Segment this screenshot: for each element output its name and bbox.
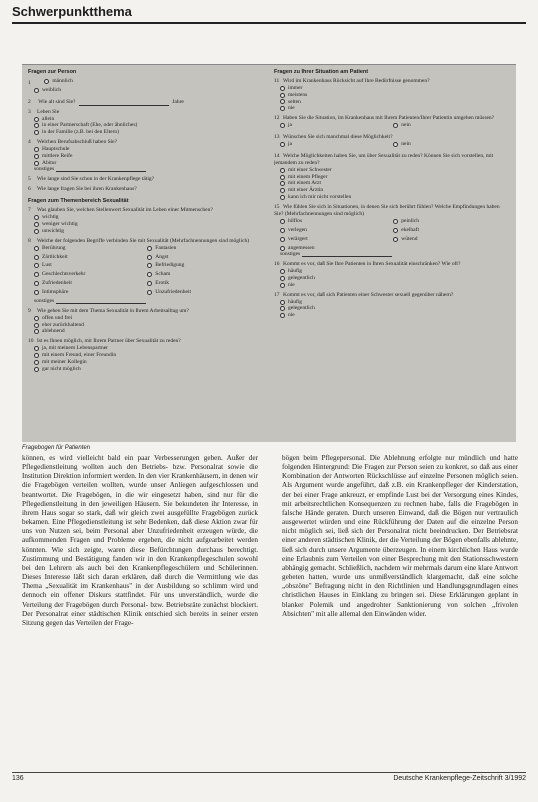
- question-prompt: Wie alt sind Sie?: [38, 98, 76, 105]
- question-prompt: Welche der folgenden Begriffe verbinden Sie mit Sexualität (Mehrfachnennungen sind möglich): [37, 237, 250, 244]
- option: [387, 236, 500, 243]
- option: [274, 275, 510, 282]
- option: [28, 167, 264, 174]
- radio-icon: [34, 161, 39, 166]
- title-rule: [12, 22, 526, 24]
- radio-icon: [280, 269, 285, 274]
- radio-icon: [34, 117, 39, 122]
- radio-icon: [34, 353, 39, 358]
- section-title-person: Fragen zur Person: [28, 69, 77, 75]
- option-label: wichtig: [42, 214, 59, 221]
- questionnaire-figure: [22, 64, 516, 442]
- option-label: häufig: [288, 298, 303, 305]
- option-label: ja, mit meinem Lebenspartner: [42, 345, 108, 352]
- option: [28, 280, 141, 287]
- question-number: 13: [274, 134, 280, 141]
- option-label: nie: [288, 312, 295, 319]
- radio-icon: [147, 290, 152, 295]
- option: [28, 271, 141, 278]
- radio-icon: [280, 168, 285, 173]
- option: [274, 105, 510, 112]
- option-label: in einer Partnerschaft (Ehe, oder ähnliches): [42, 122, 138, 129]
- option: [274, 236, 387, 243]
- question-prompt: Wie lange fragen Sie bei ihren Krankenhaus?: [37, 186, 137, 193]
- option-label: peinlich: [401, 217, 419, 224]
- question-number: 15: [274, 203, 280, 210]
- option-label: nein: [401, 140, 411, 147]
- radio-icon: [280, 306, 285, 311]
- question-prompt: Ist es Ihnen möglich, mit Ihrem Partner über Sexualität zu reden?: [37, 338, 181, 345]
- option-label: selten: [288, 98, 301, 105]
- question-prompt: Welche Möglichkeiten haben Sie, um über Sexualität zu reden? Können Sie sich vorstellen, mit jemandem zu reden?: [274, 152, 494, 166]
- radio-icon: [280, 246, 285, 251]
- radio-icon: [280, 142, 285, 147]
- page-title: Schwerpunktthema: [12, 4, 132, 19]
- radio-icon: [34, 316, 39, 321]
- radio-icon: [280, 99, 285, 104]
- option: [28, 87, 141, 94]
- option-label: meistens: [288, 91, 308, 98]
- option-label: weniger wichtig: [42, 221, 78, 228]
- radio-icon: [393, 142, 398, 147]
- radio-icon: [280, 181, 285, 186]
- option: [28, 153, 264, 160]
- radio-icon: [147, 255, 152, 260]
- option-label: häufig: [288, 268, 303, 275]
- radio-icon: [147, 272, 152, 277]
- question-prompt: Kommt es vor, daß Sie Ihre Patienten in Ihren Sexualität einschränken? Wie oft?: [283, 261, 461, 268]
- option-label: Erotik: [155, 280, 170, 287]
- option: [387, 218, 500, 225]
- radio-icon: [280, 228, 285, 233]
- radio-icon: [280, 276, 285, 281]
- option-label: eher zurückhaltend: [42, 321, 84, 328]
- option: [141, 289, 254, 296]
- question-prompt: Wie fühlen Sie sich in Situationen, in denen Sie sich berührt fühlen? Welche Empfindungen haben Sie? (Mehrfachnennungen sind möglich): [274, 203, 500, 217]
- option: [274, 227, 387, 234]
- question-number: 9: [28, 307, 31, 314]
- radio-icon: [34, 281, 39, 286]
- question-number: 8: [28, 237, 31, 244]
- question-prompt: Wie gehen Sie mit dem Thema Sexualität in Ihrem Arbeitsalltag um?: [37, 307, 189, 314]
- radio-icon: [280, 86, 285, 91]
- option-label: Berührung: [42, 244, 66, 251]
- section-title-sexuality: Fragen zum Themenbereich Sexualität: [28, 198, 129, 205]
- footer-rule: [12, 772, 526, 773]
- option: [141, 254, 254, 261]
- option-label: mit meiner Kollegin: [42, 358, 87, 365]
- option-label: allein: [42, 115, 55, 122]
- option-label: unwichtig: [42, 227, 64, 234]
- question-14: [274, 153, 510, 201]
- option: [38, 78, 151, 85]
- question-number: 10: [28, 338, 34, 345]
- radio-icon: [280, 93, 285, 98]
- option: [28, 289, 141, 296]
- option-label: Geschlechtsverkehr: [42, 271, 86, 278]
- question-17: [274, 292, 510, 319]
- option-label: nie: [288, 105, 295, 112]
- radio-icon: [34, 147, 39, 152]
- option-label: verlegen: [288, 226, 307, 233]
- radio-icon: [34, 229, 39, 234]
- option: [387, 141, 500, 148]
- option: [274, 92, 510, 99]
- question-prompt: Kommt es vor, daß sich Patienten einer Schwester sexuell gegenüber nähern?: [283, 291, 454, 298]
- body-paragraph: bögen beim Pflegepersonal. Die Ablehnung erfolgte nur mündlich und hatte folgenden Hintergrund: Die Fragen zur Person seien zu konkret, so daß aus einer Kombination der Antworten Rückschlüsse auf einzelne Personen möglich seien. Als Argument wurde angeführt, daß z.B. ein Krankenpfleger der Kinderstation, der bei einer Frage ankreuzt, er empfinde Lust bei der Versorgung eines Kindes, mit arbeitsrechtlichen Konsequenzen zu rechnen habe, falls die Fragebögen in falsche Hände geraten. Durch unseren Einwand, daß die Bögen nur vertraulich ausgewertet würden und eine Rückführung der Daten auf die einzelne Person nicht möglich sei, ließ sich der Personalrat nicht beeindrucken. Der Betriebsrat einer anderen städtischen Klinik, der die Verteilung der Bögen ebenfalls ablehnte, ließ sich durch unsere Argumente überzeugen. In einem kirchlichen Haus wurde eine Erlaubnis zum Verteilen von einer Besprechung mit den Stationsschwestern abhängig gemacht. Schließlich, nachdem wir mehrmals darum eine klare Antwort gebeten hatten, wurde uns unmißverständlich klargemacht, daß eine solche „obszöne" Befragung nicht in den Richtlinien und Handlungsgrundlagen eines christlichen Hauses in Einklang zu bringen sei. Diese Erklärungen geplant in blanker Polemik und angedrohter Sanktionierung von solchen „frivolen Absichten" mit alle allemal den Einwänden wider.: [282, 454, 518, 618]
- option: [28, 129, 264, 136]
- option: [274, 218, 387, 225]
- radio-icon: [393, 219, 398, 224]
- question-suffix: Jahre: [172, 98, 184, 105]
- question-6: [28, 186, 264, 193]
- option-label: ekelhaft: [401, 226, 419, 233]
- option: [28, 228, 264, 235]
- radio-icon: [34, 263, 39, 268]
- option-label: weiblich: [42, 86, 61, 93]
- radio-icon: [34, 255, 39, 260]
- option-label: kann ich mir nicht vorstellen: [288, 194, 352, 201]
- question-5: [28, 176, 264, 183]
- question-prompt: Wie lange sind Sie schon in der Krankenpflege tätig?: [37, 176, 155, 183]
- radio-icon: [280, 283, 285, 288]
- question-prompt: Haben Sie die Situation, im Krankenhaus mit Ihrem Patienten/Ihrer Patientin umgehen müssen?: [283, 115, 495, 122]
- option-label: gelegentlich: [288, 274, 315, 281]
- option: [141, 263, 254, 270]
- radio-icon: [34, 367, 39, 372]
- radio-icon: [147, 281, 152, 286]
- question-3: [28, 109, 264, 136]
- option-label: sonstiges: [34, 298, 55, 304]
- option-label: gelegentlich: [288, 305, 315, 312]
- option-label: in der Familie (z.B. bei den Eltern): [42, 129, 119, 136]
- option-label: hilflos: [288, 217, 303, 224]
- radio-icon: [147, 263, 152, 268]
- question-number: 6: [28, 186, 31, 193]
- question-prompt: Wünschen Sie sich manchmal diese Möglichkeit?: [283, 134, 393, 141]
- option-label: sonstiges: [280, 251, 301, 258]
- question-11: [274, 78, 510, 112]
- option-other: [28, 298, 264, 305]
- radio-icon: [34, 88, 39, 93]
- option: [274, 85, 510, 92]
- question-prompt: Wird im Krankenhaus Rücksicht auf Ihre Bedürfnisse genommen?: [283, 78, 430, 84]
- radio-icon: [393, 123, 398, 128]
- questionnaire-right-column: [274, 69, 510, 437]
- option: [28, 160, 264, 167]
- option-label: ja: [288, 140, 292, 147]
- radio-icon: [34, 154, 39, 159]
- question-number: 14: [274, 152, 280, 159]
- option-label: nein: [401, 122, 411, 129]
- option: [387, 227, 500, 234]
- radio-icon: [34, 290, 39, 295]
- radio-icon: [34, 329, 39, 334]
- option: [141, 245, 254, 252]
- question-number: 2: [28, 98, 31, 105]
- question-15: [274, 204, 510, 258]
- questionnaire-left-column: [28, 69, 264, 437]
- option-label: Intimsphäre: [42, 289, 69, 296]
- question-10: [28, 338, 264, 372]
- figure-caption: Fragebogen für Patienten: [22, 445, 91, 451]
- radio-icon: [34, 215, 39, 220]
- question-number: 3: [28, 108, 31, 115]
- radio-icon: [280, 313, 285, 318]
- question-prompt: Was glauben Sie, welchen Stellenwert Sexualität im Leben einer Mitmenschen?: [37, 207, 213, 214]
- radio-icon: [34, 346, 39, 351]
- question-13: [274, 134, 510, 150]
- option-label: offen und frei: [42, 314, 73, 321]
- radio-icon: [34, 123, 39, 128]
- option-label: Hauptschule: [42, 146, 70, 153]
- question-number: 5: [28, 176, 31, 183]
- question-8: [28, 238, 264, 305]
- body-column-right: [282, 454, 518, 619]
- option: [141, 271, 254, 278]
- option: [28, 245, 141, 252]
- option: [274, 312, 510, 319]
- question-9: [28, 308, 264, 335]
- radio-icon: [280, 219, 285, 224]
- option: [28, 366, 264, 373]
- radio-icon: [44, 79, 49, 84]
- question-1: [28, 78, 264, 96]
- question-2: [28, 99, 264, 106]
- question-4: [28, 139, 264, 173]
- radio-icon: [34, 323, 39, 328]
- option-label: Fantasien: [155, 244, 177, 251]
- option: [28, 328, 264, 335]
- option-label: Lust: [42, 262, 52, 269]
- option-label: Abitur: [42, 159, 57, 166]
- question-12: [274, 115, 510, 131]
- option: [274, 305, 510, 312]
- page-number: 136: [12, 775, 24, 782]
- option-label: verärgert: [288, 235, 308, 242]
- radio-icon: [34, 130, 39, 135]
- option-label: mittlere Reife: [42, 152, 73, 159]
- radio-icon: [34, 246, 39, 251]
- option-label: mit einer Schwester: [288, 166, 332, 173]
- option-label: angemessen: [288, 244, 315, 251]
- answer-line: [56, 167, 146, 172]
- option-label: männlich: [52, 77, 73, 84]
- answer-line: [302, 252, 392, 257]
- option: [274, 99, 510, 106]
- option-label: Scham: [155, 271, 171, 278]
- option-label: ja: [288, 122, 292, 129]
- answer-line: [56, 299, 146, 304]
- radio-icon: [34, 360, 39, 365]
- option: [274, 122, 387, 129]
- question-7: [28, 207, 264, 234]
- radio-icon: [280, 123, 285, 128]
- journal-reference: Deutsche Krankenpflege-Zeitschrift 3/1992: [393, 775, 526, 782]
- option-label: Befriedigung: [155, 262, 185, 269]
- option: [28, 263, 141, 270]
- option-label: mit einem Arzt: [288, 180, 321, 187]
- option: [387, 122, 500, 129]
- option: [141, 280, 254, 287]
- question-number: 1: [28, 79, 31, 86]
- option: [274, 245, 510, 252]
- radio-icon: [147, 246, 152, 251]
- option-label: gar nicht möglich: [42, 365, 81, 372]
- body-paragraph: können, es wird vielleicht bald ein paar Verbesserungen geben. Außer der Pflegedienstleitung wollten auch den Betriebs- bzw. Personalrat sowie die Institution Direktion informiert werden. In den vier Krankenhäusern, in denen wir die Fragebögen verteilen wollten, wurde unser Anliegen aufgeschlossen und beantwortet. Die Fragebögen, in die wir eingesetzt haben, sind nur für die Pflegedienstleitung in den jeweiligen Häusern. Sie bekundeten ihr Interesse, in ihrem Haus sogar so stark, daß wir gleich zwei ausgefüllte Fragebögen zurück bekamen. Eine Pflegedienstleitung ist sehr Bedenken, daß diese Aktion zwar für uns von Nutzen sei, beim Personal aber Unzufriedenheit erzeugen würde, die aufkommenden Fragen und Probleme ergeben, die nicht aufgearbeitet werden könnten. Wie sich zeigte, waren diese Befürchtungen durchaus berechtigt. Zustimmung und Bestätigung fanden wir in den Krankenpflegeschulen sowohl bei den Lehrern als auch bei den Krankenpflegeschülern und Schülerinnen. Dieses Interesse läßt sich daran erklären, daß durch die Vermittlung wie das Thema „Sexualität im Krankenhaus" in der Ausbildung so schlimm wird und dennoch ein offener Diskurs stattfindet. Für uns unverständlich, wurde die Verteilung der Fragebögen durch Personal- bzw. Betriebsräte zunächst blockiert. Der Personalrat einer städtischen Klinik entschied sich bereits in seiner ersten Sitzung gegen das Verteilen der Frage-: [22, 454, 258, 627]
- radio-icon: [280, 195, 285, 200]
- option-label: nie: [288, 281, 295, 288]
- radio-icon: [280, 237, 285, 242]
- option-label: Zufriedenheit: [42, 280, 72, 287]
- radio-icon: [280, 175, 285, 180]
- option-label: Zärtlichkeit: [42, 253, 68, 260]
- question-prompt: Welchen Berufsabschluß haben Sie?: [37, 139, 118, 146]
- option-label: mit einem Pfleger: [288, 173, 328, 180]
- radio-icon: [393, 228, 398, 233]
- option-label: Angst: [155, 253, 169, 260]
- question-number: 17: [274, 291, 280, 298]
- body-column-left: [22, 454, 258, 628]
- option-other: [274, 251, 510, 258]
- question-number: 4: [28, 139, 31, 146]
- option: [274, 141, 387, 148]
- question-prompt: Leben Sie: [37, 108, 60, 115]
- question-number: 12: [274, 115, 280, 122]
- option: [274, 194, 510, 201]
- question-16: [274, 261, 510, 288]
- option: [28, 254, 141, 261]
- option-label: immer: [288, 84, 303, 91]
- question-number: 11: [274, 78, 280, 84]
- section-title-situation: Fragen zu Ihrer Situation am Patient: [274, 69, 369, 75]
- radio-icon: [393, 237, 398, 242]
- radio-icon: [280, 188, 285, 193]
- radio-icon: [34, 272, 39, 277]
- radio-icon: [280, 106, 285, 111]
- option-label: mit einem Freund, einer Freundin: [42, 351, 117, 358]
- option-label: wütend: [401, 235, 418, 242]
- answer-line: [79, 101, 169, 106]
- option-label: ablehnend: [42, 328, 65, 335]
- option: [274, 282, 510, 289]
- radio-icon: [34, 222, 39, 227]
- radio-icon: [280, 300, 285, 305]
- question-number: 16: [274, 261, 280, 268]
- option-label: Unzufriedenheit: [155, 289, 191, 296]
- option-label: mit einer Ärztin: [288, 187, 324, 194]
- option-label: sonstiges: [34, 166, 55, 173]
- question-number: 7: [28, 207, 31, 214]
